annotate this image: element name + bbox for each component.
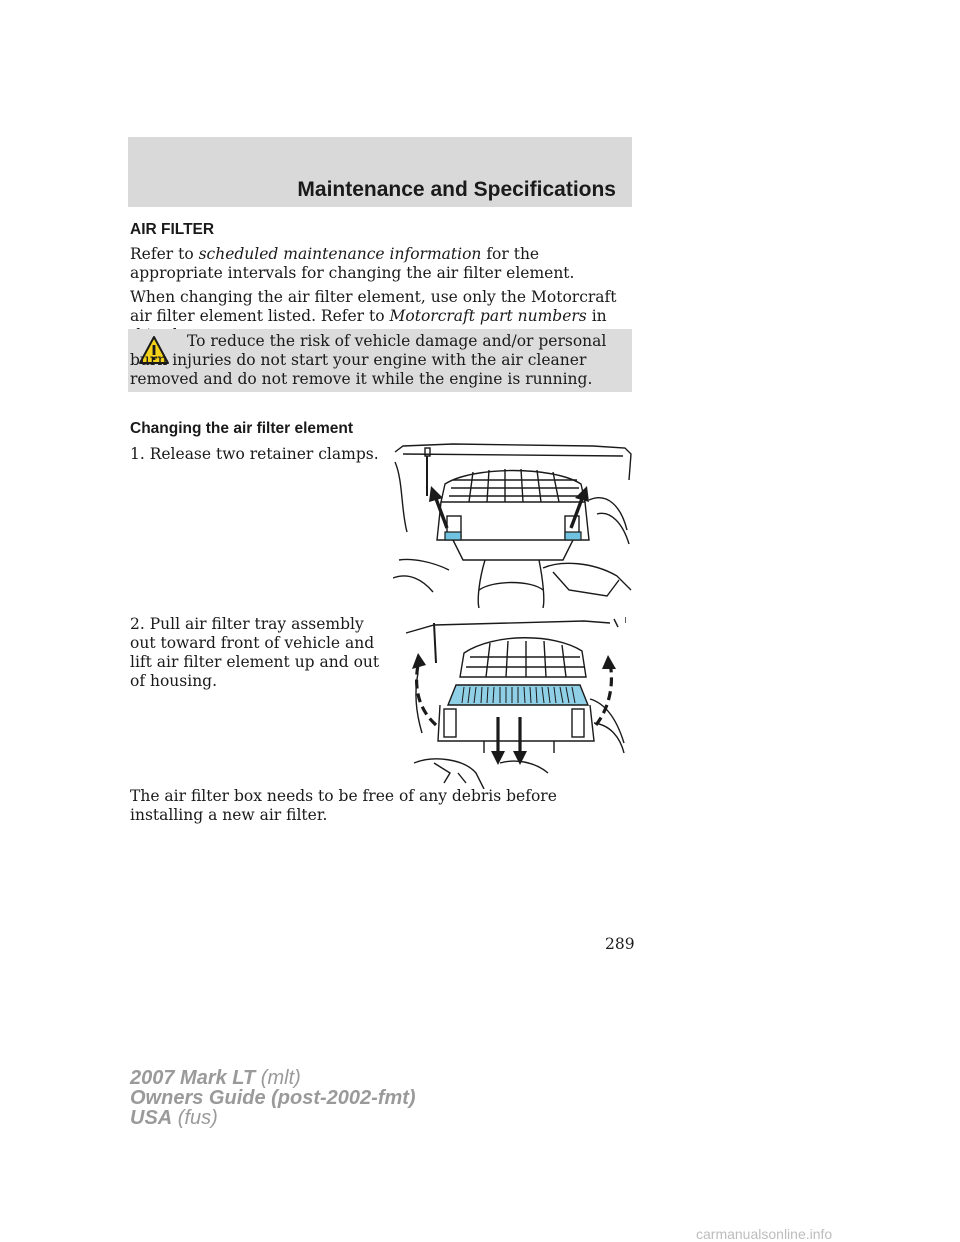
page-header-band bbox=[128, 137, 632, 207]
p2-text-start: When changing the air filter element, use only the Motorcraft air filter element listed. Refer to bbox=[130, 288, 617, 325]
warning-box bbox=[128, 329, 632, 392]
site-watermark: carmanualsonline.info bbox=[696, 1226, 833, 1242]
page-header-title: Maintenance and Specifications bbox=[297, 178, 616, 201]
footer-line-2 bbox=[130, 1088, 416, 1108]
section-title: AIR FILTER bbox=[130, 221, 215, 238]
illustration-release-clamps bbox=[393, 440, 633, 608]
warning-text: To reduce the risk of vehicle damage and/or personal burn injuries do not start your engine with the air cleaner removed and do not remove it while the engine is running. bbox=[130, 332, 607, 388]
document-footer bbox=[130, 1068, 416, 1128]
footer-line-1 bbox=[130, 1068, 416, 1088]
footer-guide-type: Owners Guide (post-2002-fmt) bbox=[130, 1087, 416, 1109]
p2-reference-italic: Motorcraft part numbers bbox=[389, 307, 587, 325]
p1-text-start: Refer to bbox=[130, 245, 199, 263]
p1-reference-italic: scheduled maintenance information bbox=[198, 245, 482, 263]
footer-line-3 bbox=[130, 1108, 416, 1128]
note-text: The air filter box needs to be free of any debris before installing a new air filter. bbox=[130, 787, 557, 824]
footer-model-code: (mlt) bbox=[255, 1067, 301, 1089]
paragraph-1 bbox=[130, 245, 630, 283]
procedure-title: Changing the air filter element bbox=[130, 420, 354, 437]
footer-market: USA bbox=[130, 1107, 173, 1129]
p2-text-end: in bbox=[591, 307, 607, 325]
footer-model: 2007 Mark LT bbox=[130, 1067, 256, 1089]
p1-text-end: for the appropriate intervals for changing the air filter element. bbox=[130, 245, 575, 282]
illustration-remove-filter bbox=[404, 613, 626, 789]
step-2-text: 2. Pull air filter tray assembly out toward front of vehicle and lift air filter element up and out of housing. bbox=[130, 615, 380, 690]
page-number: 289 bbox=[605, 935, 635, 953]
step-1-text: 1. Release two retainer clamps. bbox=[130, 445, 379, 463]
footer-market-code: (fus) bbox=[172, 1107, 218, 1129]
